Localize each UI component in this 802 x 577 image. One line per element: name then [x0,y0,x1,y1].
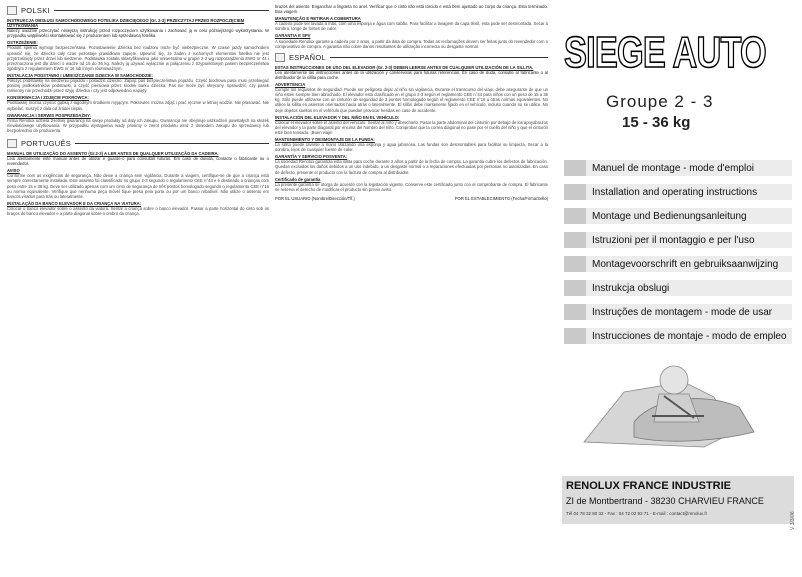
language-label: Manuel de montage - mode d'emploi [592,162,755,174]
language-item [564,328,792,344]
polski-install: Położyć podstawkę na siedzeniu pojazdu i posadzić dziecko. Zapiąć pas bezpieczeństwa pojazdu. Część biodrowa pasa musi przebiegać poniżej podłokietników podstawki, a część piersiowa przez środek barku dziecka. Pas nie może być skręcony. Sprawdzić, czy pasek ramienny nie przechodzi przez szyję dziecka i czy jest odpowiednio napięty. [7,78,269,94]
espanol-garantia: La sociedad Renolux garantiza esta sillita para coche durante 2 años a partir de la fecha de compra. La garantía cubre los defectos de fabricación. Quedan excluidos los daños debidos a un uso indebido, a un desgaste normal o a reparaciones efectuadas por personas no autorizadas. En caso de defecto, presente el producto con la factura de compra al distribuidor. [275,159,548,175]
flag-fr-icon [564,160,586,176]
document-code: V 3/3/06 [790,511,796,530]
portugues-install: Colocar o banco elevador sobre o assento da viatura. Sentar a criança sobre o banco elevador. Passar a parte horizontal do cinto sob os braços do banco elevador e a parte diagonal sobre o ombro da criança. [7,205,269,216]
flag-pt-icon [564,304,586,320]
flag-it-icon [564,232,586,248]
portugues-continued: brazos del asiento. Enganchar a lingüeta no anel. Verificar que o cinto não está torcido e está bem ajustado ao corpo da criança. Esta terminado. Boa viagem. [275,4,548,15]
brand-title: SIEGE AUTO [564,28,766,77]
column-middle [275,4,548,574]
language-item [564,208,792,224]
espanol-install-heading: INSTALACIÓN DEL ELEVADOR Y DEL NIÑO EN EL VEHÍCULO: [275,114,400,120]
flag-gb-icon [564,184,586,200]
cover-panel [552,0,802,577]
section-header-polski [7,6,269,15]
espanol-adv-heading: ADVERTENCIA [275,82,306,88]
polski-care-heading: KONSERWACJA I ZDJĘCIE POKROWCA: [7,95,89,101]
polski-intro: Należy uważnie przeczytać niniejszą instrukcję przed rozpoczęciem użytkowania i zachować ją w celu późniejszego wykorzystania. W przypadku wątpliwości skontaktować się z producentem lub sprzedawcą fotelika. [7,28,269,39]
portugues-intro: Leia atentamente este manual antes de utilizar e guarde-o para consultas futuras. Em caso de dúvida, contacte o fabricante ou o revendedor. [7,156,269,167]
booster-seat-illustration [564,352,794,452]
portugues-aviso-heading: AVISO [7,168,20,174]
language-label: Montagevoorschrift en gebruiksaanwijzing [592,258,779,270]
language-label: Istruzioni per il montaggio e per l'uso [592,234,755,246]
flag-pt-icon [7,139,17,148]
flag-pl-icon [7,6,17,15]
language-label: Instruções de montagem - mode de usar [592,306,773,318]
signature-user: POR EL USUARIO (Nombre/Dirección/Tlf.) [275,195,355,201]
polski-guarantee: Firma Renolux udziela 2-letniej gwarancji na swoje produkty od daty ich zakupu. Gwarancja nie obejmuje uszkodzeń powstałych na skutek niewłaściwego użytkowania. W przypadku wystąpienia wady prosimy o zwrot produktu wraz z dowodem zakupu do sprzedawcy lub bezpośrednio do producenta. [7,117,269,133]
language-item [564,280,792,296]
language-item [564,256,792,272]
portugues-intro-heading: MANUAL DE UTILIZAÇÃO DO ASSENTO (Gr.2-3) A LER ANTES DE QUALQUER UTILIZAÇÃO DA CADEIRA. [7,150,219,156]
language-item [564,184,792,200]
espanol-intro: Lea atentamente las instrucciones antes de la utilización y consérvelas para futuras referencias. En caso de duda, consulte al fabricante o al distribuidor de la sillita para coche. [275,69,548,80]
section-header-portugues [7,139,269,148]
espanol-cert-heading: Certificado de garantía [275,176,321,182]
company-contact: Tél 04 78 32 80 32 - Fax : 04 72 02 93 71 - E-mail : contact@renolux.fr [566,511,708,516]
flag-de-icon [564,208,586,224]
company-address: ZI de Montbertrand - 38230 CHARVIEU FRANCE [566,496,764,506]
espanol-maint: La sillita puede lavarse a mano utilizando una esponja y agua jabonosa. Las fundas son desmontables para facilitar su limpieza. Secar a la sombra, lejos de cualquier fuente de calor. [275,142,548,153]
language-item [564,160,792,176]
flag-nl-icon [564,256,586,272]
weight-range: 15 - 36 kg [622,114,691,131]
portugues-maint-heading: MANUTENÇÃO E RETIRAR A COBERTURA [275,16,361,22]
section-rule [54,10,269,11]
espanol-maint-heading: MANTENIMIENTO Y DESMONTAJE DE LA FUNDA: [275,136,375,142]
section-rule [330,57,548,58]
language-label: Installation and operating instructions [592,186,758,198]
portugues-aviso: Conforme com as exigências de segurança. Não deixe a criança sem vigilância. Durante a viagem, certifique-se de que a criança está sempre correctamente instalada. Este assento foi classificado no grupo 2-3 segundo o regulamento CEE n°44 e é destinado a crianças com peso entre 15 e 36 kg. Deve ser utilizado apenas com um cinto de segurança de três pontos homologado segundo o regulamento CEE n°16 ou norma equivalente. Verifique que nenhuma peça móvel fique presa pela porta ou por um banco rebatível. Não utilize o assento em bancos virados para trás ou lateralmente. [7,173,269,199]
section-title-polski: POLSKI [21,5,50,15]
polski-care: Podstawkę można czyścić gąbką z łagodnym środkiem myjącym. Pokrowiec można zdjąć i prać ręcznie w letniej wodzie. Nie prasować. Nie wybielać. Suszyć z dala od źródeł ciepła. [7,100,269,111]
section-header-espanol [275,53,548,62]
language-label: Montage und Bedienungsanleitung [592,210,747,222]
language-item [564,304,792,320]
espanol-adv: Cumple los requisitos de seguridad. Puede ser peligroso dejar al niño sin vigilancia. Durante el transcurso del viaje, debe asegurarse de que un niño estén siempre bien abrochado. El elevador está clasificado en el grupo 2-3 según el reglamento CEE n°44 para niños con un peso de 15 a 36 kg. Sólo puede utilizarse con un cinturón de seguridad de 3 puntos homologado según el reglamento CEE n°16 u otras normas equivalentes. No utilice la sillita en asientos orientados hacia atrás o lateralmente. El sillón debe mantenerse fijado en el vehículo, incluso cuando no se utilice. No deje objetos sueltos en el vehículo que puedan provocar heridas en caso de accidente. [275,87,548,113]
section-title-portugues: PORTUGUÊS [21,138,72,148]
portugues-garantia-heading: GARANTIA E SPV [275,33,311,39]
company-name: RENOLUX FRANCE INDUSTRIE [566,480,732,492]
polski-warning-heading: OSTRZEŻENIE: [7,40,38,46]
portugues-install-heading: INSTALAÇÃO DA BANCO ELEVADOR E DA CRIANÇA NA VIATURA: [7,200,142,206]
flag-es-icon [275,53,285,62]
section-title-espanol: ESPAÑOL [289,52,326,62]
portugues-maint: A cadeira pode ser lavada à mão, com uma esponja e água com sabão. Para facilitar a lavagem da capa têxtil, esta pode ser desmontada. Secar à sombra, longe de fontes de calor. [275,21,548,32]
language-label: Instrucciones de montaje - modo de empleo [592,330,787,342]
polski-guarantee-heading: GWARANCJA I SERWIS POSPRZEDAŻNY: [7,112,91,118]
espanol-intro-heading: ESTAS INSTRUCCIONES DE USO DEL ELEVADOR (Gr. 2-3) DEBEN LEERSE ANTES DE CUALQUIER UTILIZACIÓN DE LA SILLITA. [275,64,534,70]
espanol-garantia-heading: GARANTÍA Y SERVICIO POSVENTA: [275,154,348,160]
portugues-garantia: A sociedade Renolux garante a cadeira por 2 anos, a partir da data de compra. Todas as reclamações devem ser feitas junto do revendedor com o comprovativo de compra. A garantia não cobre danos resultantes de utilização incorrecta ou desgaste normal. [275,38,548,49]
group-label: Groupe 2 - 3 [606,92,714,111]
flag-pl-icon [564,280,586,296]
column-left [7,4,269,574]
polski-install-heading: INSTALACJA PODSTAWKI I UMIESZCZANIE DZIECKA W SAMOCHODZIE: [7,72,153,78]
flag-es-icon [564,328,586,344]
language-label: Instrukcja obslugi [592,282,670,294]
polski-intro-heading: INSTRUKCJA OBSŁUGI SAMOCHODOWEGO FOTELIKA DZIECIĘCEGO (Gr. 2-3) PRZECZYTAJ PRZED ROZPOCZĘCIEM UŻYTKOWANIA [7,18,245,29]
signature-shop: POR EL ESTABLECIMIENTO (Fecha/Firma/Sello) [454,195,548,201]
signature-row [275,196,548,201]
espanol-cert: La presente garantía se otorga de acuerdo con la legislación vigente. Conserve este certificado junto con el comprobante de compra. El fabricante se reserva el derecho de modificar el producto sin previo aviso. [275,181,548,192]
espanol-install: Colocar el elevador sobre el asiento del vehículo. Sentar al niño y abrocharlo. Pasar la parte abdominal del cinturón por debajo de los apoyabrazos del elevador y la parte diagonal por encima del hombro del niño. Comprobar que la correa diagonal no pase por el cuello del niño y que el cinturón esté bien tensado. ¡Buen viaje! [275,119,548,135]
company-box [562,476,794,524]
language-item [564,232,792,248]
polski-warning: Produkt spełnia wymogi bezpieczeństwa. Pozostawienie dziecka bez nadzoru może być niebezpieczne. W czasie jazdy samochodem upewnić się, że dziecko cały czas pozostaje prawidłowo zapięte. Upewnić się, że żaden z ruchomych elementów fotelika nie jest przytrzaśnięty przez drzwi lub siedzenie. Podstawka została sklasyfikowana jako uniwersalna w grupie 2-3 wg rozporządzenia EWG nr 44 i przeznaczona jest dla dzieci o wadze od 15 do 36 kg. Należy ją używać wyłącznie w połączeniu z trzypunktowym pasem bezpieczeństwa zgodnym z regulaminem EWG nr 16 lub innym równoważnym. [7,45,269,71]
section-rule [75,143,269,144]
